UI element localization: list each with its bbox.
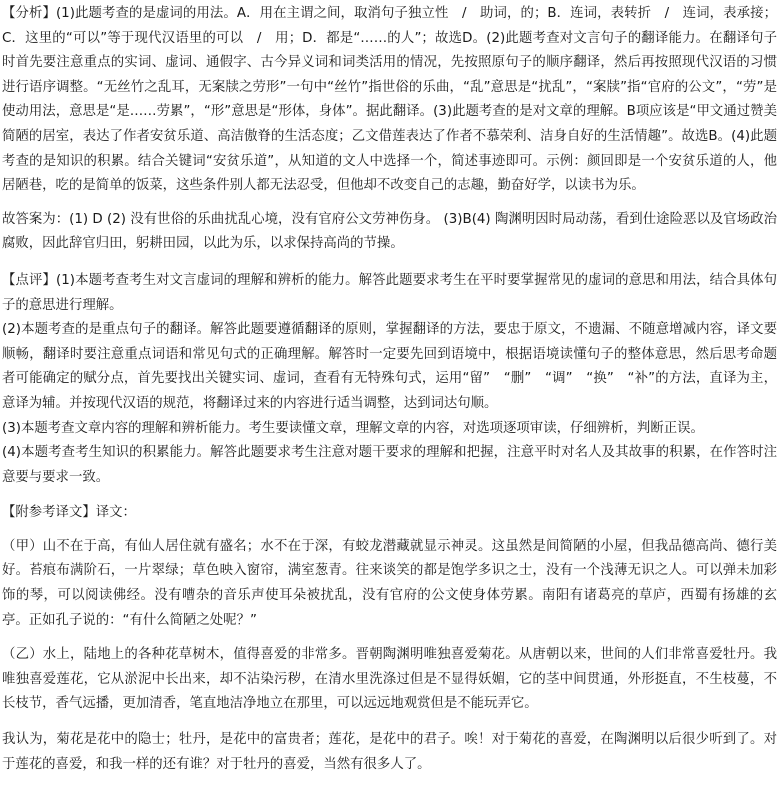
translation-paragraph-a: （甲）山不在于高，有仙人居住就有盛名；水不在于深，有蛟龙潜藏就显示神灵。这虽然是间简陋的小屋，但我品德高尚、德行美好。苔痕布满阶石，一片翠绿；草色映入窗帘，满室葱青。往来谈笑的都是饱学多识之士，没有一个浅薄无识之人。可以弹未加彩饰的琴，可以阅读佛经。没有嘈杂的音乐声使耳朵被扰乱，没有官府的公文使身体劳累。南阳有诸葛亮的草庐，西蜀有扬雄的玄亭。正如孔子说的：“有什么简陋之处呢？” bbox=[2, 538, 777, 628]
comment-paragraph-1: 【点评】(1)本题考查考生对文言虚词的理解和辨析的能力。解答此题要求考生在平时要掌握常见的虚词的意思和用法，结合具体句子的意思进行理解。 bbox=[2, 272, 777, 313]
comment-paragraph-2: (2)本题考查的是重点句子的翻译。解答此题要遵循翻译的原则，掌握翻译的方法，要忠于原文，不遗漏、不随意增减内容，译文要顺畅，翻译时要注意重点词语和常见句式的正确理解。解答时一定要先回到语境中，根据语境读懂句子的整体意思，然后思考命题者可能确定的赋分点，首先要找出关键实词、虚词，查看有无特殊句式，运用“留” “删” “调” “换” “补”的方法，直译为主，意译为辅。并按现代汉语的规范，将翻译过来的内容进行适当调整，达到词达句顺。 bbox=[2, 322, 777, 411]
analysis-paragraph: 【分析】(1)此题考查的是虚词的用法。A．用在主谓之间，取消句子独立性 / 助词，的；B．连词，表转折 / 连词，表承接；C．这里的“可以”等于现代汉语里的可以 / 用；D．都是“……的人”；故选D。(2)此题考查对文言句子的翻译能力。在翻译句子时首先要注意重点的实词、虚词、通假字、古今异义词和词类活用的情况，先按照原句子的顺序翻译，然后再按照现代汉语的习惯进行语序调整。“无丝竹之乱耳，无案牍之劳形”一句中“丝竹”指世俗的乐曲，“乱”意思是“扰乱”，“案牍”指“官府的公文”，“劳”是使动用法，意思是“是……劳累”，“形”意思是“形体，身体”。据此翻译。(3)此题考查的是对文章的理解。B项应该是“甲文通过赞美简陋的居室，表达了作者安贫乐道、高洁傲脊的生活态度；乙文借莲表达了作者不慕荣利、洁身自好的生活情趣”。故选B。(4)此题考查的是知识的积累。结合关键词“安贫乐道”，从知道的文人中选择一个，简述事迹即可。示例：颜回即是一个安贫乐道的人，他居陋巷，吃的是简单的饭菜，这些条件别人都无法忍受，但他却不改变自己的志趣，勤奋好学，以读书为乐。 bbox=[2, 6, 777, 194]
comment-paragraph-4: (4)本题考查考生知识的积累能力。解答此题要求考生注意对题干要求的理解和把握，注意平时对名人及其故事的积累，在作答时注意要与要求一致。 bbox=[2, 445, 777, 485]
translation-paragraph-b: （乙）水上，陆地上的各种花草树木，值得喜爱的非常多。晋朝陶渊明唯独喜爱菊花。从唐朝以来，世间的人们非常喜爱牡丹。我唯独喜爱莲花，它从淤泥中长出来，却不沾染污秽，在清水里洗涤过但是不显得妖媚，它的茎中间贯通，外形挺直，不生枝蔓，不长枝节，香气远播，更加清香，笔直地洁净地立在那里，可以远远地观赏但是不能玩弄它。 bbox=[2, 647, 777, 712]
comment-paragraph-3: (3)本题考查文章内容的理解和辨析能力。考生要读懂文章，理解文章的内容，对选项逐项审读，仔细辨析，判断正误。 bbox=[2, 420, 704, 436]
translation-heading: 【附参考译文】译文： bbox=[2, 505, 136, 521]
translation-paragraph-c: 我认为，菊花是花中的隐士；牡丹，是花中的富贵者；莲花，是花中的君子。唉！对于菊花的喜爱，在陶渊明以后很少听到了。对于莲花的喜爱，和我一样的还有谁？对于牡丹的喜爱，当然有很多人了。 bbox=[2, 732, 777, 772]
answer-paragraph: 故答案为：(1) D (2) 没有世俗的乐曲扰乱心境，没有官府公文劳神伤身。 (3)B(4) 陶渊明因时局动荡，看到仕途险恶以及官场政治腐败，因此辞官归田，躬耕田园，以此为乐，以求保持高尚的节操。 bbox=[2, 211, 777, 252]
